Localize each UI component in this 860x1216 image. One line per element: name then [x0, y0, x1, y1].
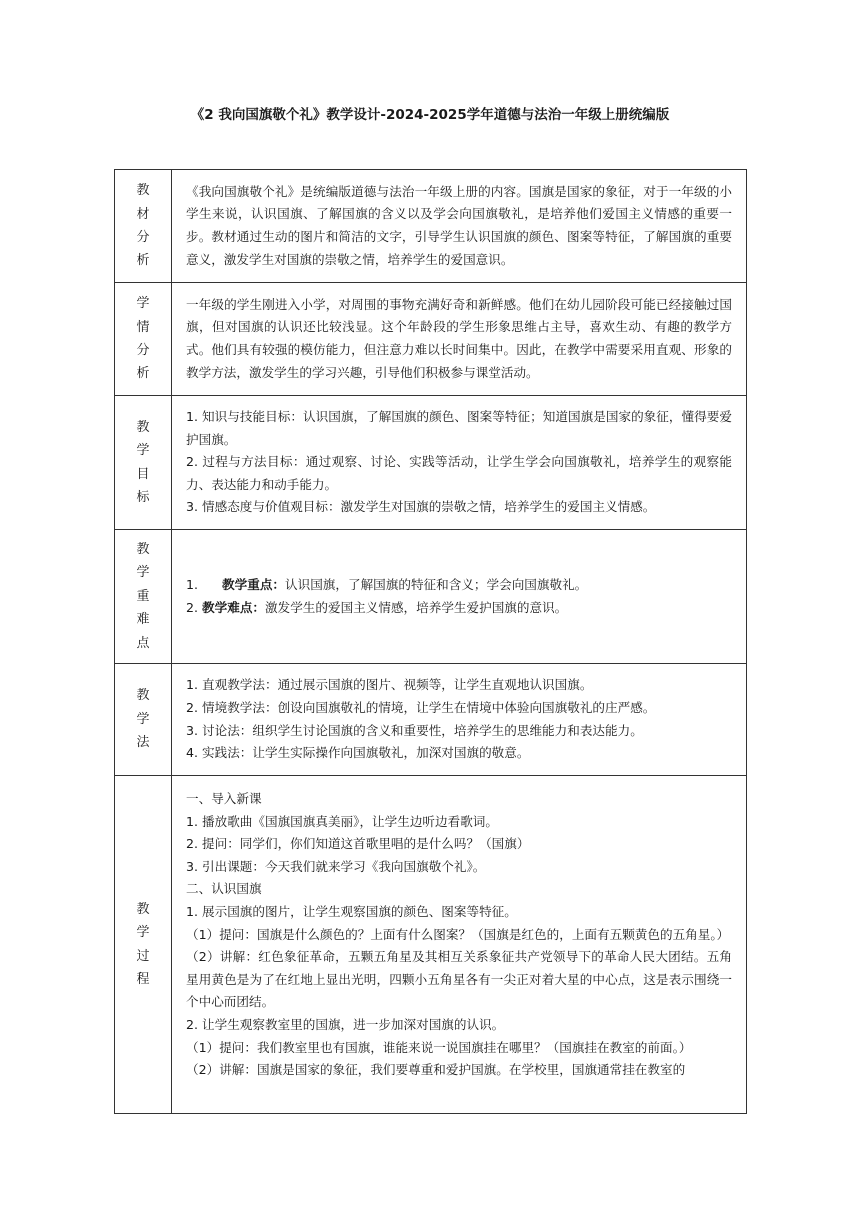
label-char: 难	[136, 612, 150, 628]
label-char: 教	[136, 183, 150, 199]
label-char: 目	[136, 466, 150, 482]
student-analysis-text: 一年级的学生刚进入小学，对周围的事物充满好奇和新鲜感。他们在幼儿园阶段可能已经接触过国旗，但对国旗的认识还比较浅显。这个年龄段的学生形象思维占主导，喜欢生动、有趣的教学方式。他们具有较强的模仿能力，但注意力难以长时间集中。因此，在教学中需要采用直观、形象的教学方法，激发学生的学习兴趣，引导他们积极参与课堂活动。	[186, 296, 732, 380]
row-label-textbook-analysis	[115, 170, 172, 283]
lesson-plan-table	[114, 169, 747, 1114]
label-char: 教	[136, 419, 150, 435]
label-char: 材	[136, 206, 150, 222]
process-step: 2. 提问：同学们，你们知道这首歌里唱的是什么吗？（国旗）	[186, 836, 530, 852]
teaching-goals-content	[172, 396, 747, 530]
method-item: 2. 情境教学法：创设向国旗敬礼的情境，让学生在情境中体验向国旗敬礼的庄严感。	[186, 699, 656, 715]
label-char: 教	[136, 688, 150, 704]
row-teaching-goals	[115, 396, 747, 530]
label-char: 析	[136, 253, 150, 269]
row-label-teaching-goals	[115, 396, 172, 530]
label-char: 重	[136, 588, 150, 604]
row-student-analysis	[115, 283, 747, 396]
method-item: 1. 直观教学法：通过展示国旗的图片、视频等，让学生直观地认识国旗。	[186, 677, 593, 693]
label-char: 分	[136, 343, 150, 358]
difficult-point-heading: 教学难点：	[202, 599, 266, 615]
row-label-student-analysis	[115, 283, 172, 396]
difficult-point-number: 2.	[186, 599, 199, 615]
textbook-analysis-text: 《我向国旗敬个礼》是统编版道德与法治一年级上册的内容。国旗是国家的象征，对于一年级的小学生来说，认识国旗、了解国旗的含义以及学会向国旗敬礼，是培养他们爱国主义情感的重要一步。教材通过生动的图片和简洁的文字，引导学生认识国旗的颜色、图案等特征，了解国旗的重要意义，激发学生对国旗的崇敬之情，培养学生的爱国意识。	[186, 183, 732, 267]
label-char: 学	[136, 296, 150, 312]
goal-item: 2. 过程与方法目标：通过观察、讨论、实践等活动，让学生学会向国旗敬礼，培养学生的观察能力、表达能力和动手能力。	[186, 454, 732, 492]
difficult-point-item	[186, 597, 732, 620]
row-textbook-analysis	[115, 170, 747, 283]
process-step: 1. 播放歌曲《国旗国旗真美丽》，让学生边听边看歌词。	[186, 813, 498, 829]
key-point-number: 1.	[186, 576, 199, 592]
process-heading: 二、认识国旗	[186, 881, 262, 897]
label-char: 分	[136, 230, 150, 245]
textbook-analysis-content	[172, 170, 747, 283]
process-step: 1. 展示国旗的图片，让学生观察国旗的颜色、图案等特征。	[186, 903, 517, 919]
label-char: 学	[136, 565, 150, 581]
label-char: 程	[136, 971, 150, 987]
key-point-heading: 教学重点：	[222, 576, 285, 592]
teaching-process-content	[172, 776, 747, 1114]
row-label-key-points	[115, 530, 172, 664]
label-char: 过	[136, 948, 150, 964]
row-label-teaching-methods	[115, 664, 172, 776]
method-item: 4. 实践法：让学生实际操作向国旗敬礼，加深对国旗的敬意。	[186, 745, 530, 761]
row-key-points	[115, 530, 747, 664]
label-char: 教	[136, 901, 150, 917]
label-char: 标	[136, 489, 150, 505]
process-step: （1）提问：我们教室里也有国旗，谁能来说一说国旗挂在哪里？（国旗挂在教室的前面。）	[186, 1039, 692, 1055]
key-points-content	[172, 530, 747, 664]
process-step: 3. 引出课题：今天我们就来学习《我向国旗敬个礼》。	[186, 858, 486, 874]
row-teaching-process	[115, 776, 747, 1114]
label-char: 学	[136, 925, 150, 941]
key-point-text: 认识国旗，了解国旗的特征和含义；学会向国旗敬礼。	[285, 576, 588, 592]
process-step: （2）讲解：红色象征革命，五颗五角星及其相互关系象征共产党领导下的革命人民大团结。五角星用黄色是为了在红地上显出光明，四颗小五角星各有一尖正对着大星的中心点，这是表示围绕一个中心而团结。	[186, 949, 732, 1010]
goal-item: 3. 情感态度与价值观目标：激发学生对国旗的崇敬之情，培养学生的爱国主义情感。	[186, 499, 656, 515]
label-char: 情	[136, 319, 150, 335]
difficult-point-text: 激发学生的爱国主义情感，培养学生爱护国旗的意识。	[265, 599, 568, 615]
label-char: 法	[136, 735, 150, 751]
goal-item: 1. 知识与技能目标：认识国旗，了解国旗的颜色、图案等特征；知道国旗是国家的象征，懂得要爱护国旗。	[186, 409, 732, 447]
row-label-teaching-process	[115, 776, 172, 1114]
label-char: 点	[136, 635, 150, 651]
key-point-item	[186, 574, 732, 597]
label-char: 学	[136, 711, 150, 727]
method-item: 3. 讨论法：组织学生讨论国旗的含义和重要性，培养学生的思维能力和表达能力。	[186, 722, 643, 738]
label-char: 学	[136, 443, 150, 459]
label-char: 教	[136, 541, 150, 557]
label-char: 析	[136, 366, 150, 382]
row-teaching-methods	[115, 664, 747, 776]
document-title: 《2 我向国旗敬个礼》教学设计-2024-2025学年道德与法治一年级上册统编版	[190, 107, 670, 123]
teaching-methods-content	[172, 664, 747, 776]
process-step: （1）提问：国旗是什么颜色的？上面有什么图案？（国旗是红色的，上面有五颗黄色的五角星。）	[186, 926, 730, 942]
process-step: 2. 让学生观察教室里的国旗，进一步加深对国旗的认识。	[186, 1016, 505, 1032]
process-step: （2）讲解：国旗是国家的象征，我们要尊重和爱护国旗。在学校里，国旗通常挂在教室的	[186, 1062, 686, 1078]
process-heading: 一、导入新课	[186, 791, 262, 806]
student-analysis-content	[172, 283, 747, 396]
